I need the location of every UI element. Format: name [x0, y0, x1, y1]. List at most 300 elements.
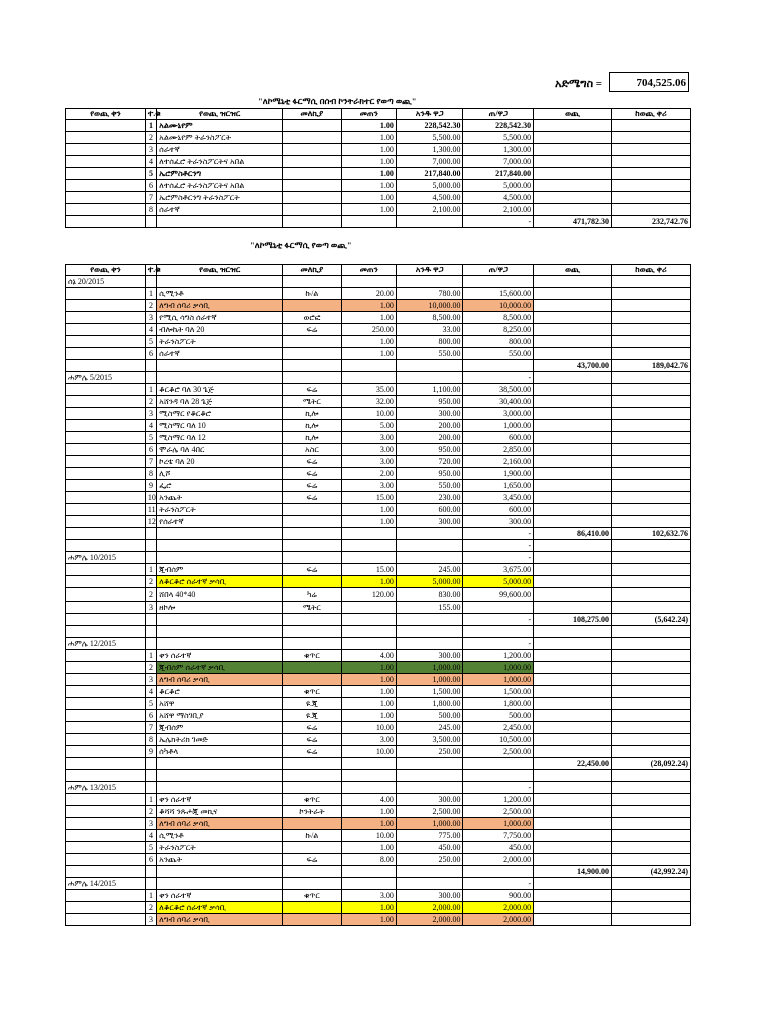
unit-cell[interactable] — [283, 300, 341, 312]
expense-cell[interactable] — [534, 878, 612, 890]
balance-cell[interactable] — [612, 662, 691, 674]
expense-cell[interactable] — [534, 552, 612, 564]
price-cell[interactable]: 1,100.00 — [396, 384, 463, 396]
total-cell[interactable]: 5,500.00 — [463, 132, 534, 144]
date-cell[interactable] — [66, 650, 146, 662]
date-cell[interactable] — [66, 420, 146, 432]
expense-cell[interactable] — [534, 348, 612, 360]
balance-cell[interactable] — [612, 372, 691, 384]
expense-cell[interactable] — [534, 806, 612, 818]
unit-cell[interactable] — [283, 866, 341, 878]
balance-cell[interactable] — [612, 348, 691, 360]
balance-cell[interactable] — [612, 504, 691, 516]
item-cell[interactable]: ኤሌክትሪክ ገመድ — [157, 734, 283, 746]
row-number-cell[interactable]: 4 — [145, 324, 156, 336]
total-cell[interactable]: 450.00 — [463, 842, 534, 854]
item-cell[interactable]: የሰራተኛ — [157, 516, 283, 528]
price-cell[interactable]: 1,000.00 — [396, 674, 463, 686]
total-cell[interactable]: 2,500.00 — [463, 806, 534, 818]
row-number-cell[interactable]: 3 — [145, 408, 156, 420]
price-cell[interactable]: 5,000.00 — [396, 576, 463, 588]
item-cell[interactable] — [157, 878, 283, 890]
unit-cell[interactable] — [283, 842, 341, 854]
unit-cell[interactable]: ቁጥር — [283, 890, 341, 902]
unit-header[interactable]: መለኪያ — [283, 109, 341, 120]
unit-cell[interactable]: ኪሎ — [283, 432, 341, 444]
price-cell[interactable]: 8,500.00 — [396, 312, 463, 324]
expense-cell[interactable] — [534, 698, 612, 710]
row-number-cell[interactable] — [145, 276, 156, 288]
price-cell[interactable]: 230.00 — [396, 492, 463, 504]
expense-cell[interactable] — [534, 372, 612, 384]
row-number-cell[interactable]: 2 — [145, 300, 156, 312]
total-cell[interactable]: 30,400.00 — [463, 396, 534, 408]
date-cell[interactable] — [66, 674, 146, 686]
date-cell[interactable] — [66, 444, 146, 456]
item-cell[interactable] — [157, 276, 283, 288]
expense-cell[interactable] — [534, 638, 612, 650]
item-cell[interactable]: ሸበላ 40*40 — [157, 588, 283, 602]
date-cell[interactable] — [66, 468, 146, 480]
qty-cell[interactable]: 3.00 — [341, 734, 396, 746]
expense-cell[interactable] — [534, 540, 612, 552]
unit-cell[interactable]: ኩ/ል — [283, 288, 341, 300]
item-cell[interactable] — [157, 540, 283, 552]
price-cell[interactable]: 245.00 — [396, 564, 463, 576]
date-cell[interactable] — [66, 794, 146, 806]
item-cell[interactable]: ሲሚንቶ — [157, 288, 283, 300]
unit-cell[interactable]: ቁጥር — [283, 686, 341, 698]
total-cell[interactable]: 600.00 — [463, 432, 534, 444]
balance-cell[interactable]: 102,632.76 — [612, 528, 691, 540]
balance-cell[interactable] — [612, 480, 691, 492]
balance-cell[interactable]: 189,042.76 — [612, 360, 691, 372]
price-cell[interactable]: 245.00 — [396, 722, 463, 734]
unit-cell[interactable] — [283, 914, 341, 926]
balance-cell[interactable] — [612, 914, 691, 926]
qty-cell[interactable] — [341, 552, 396, 564]
price-cell[interactable] — [396, 540, 463, 552]
date-cell[interactable] — [66, 288, 146, 300]
date-cell[interactable] — [66, 842, 146, 854]
qty-cell[interactable]: 1.00 — [341, 674, 396, 686]
unit-cell[interactable]: ኪሎ — [283, 420, 341, 432]
price-cell[interactable] — [396, 372, 463, 384]
qty-cell[interactable] — [341, 878, 396, 890]
unit-cell[interactable] — [283, 180, 341, 192]
unit-cell[interactable] — [283, 192, 341, 204]
qty-cell[interactable]: 15.00 — [341, 564, 396, 576]
date-cell[interactable] — [66, 830, 146, 842]
expense-cell[interactable] — [534, 650, 612, 662]
item-cell[interactable]: ኤሮምስቶርንግ ትራንስፖርት — [157, 192, 283, 204]
price-header[interactable]: አንዱ ዋጋ — [396, 265, 463, 276]
item-cell[interactable]: አንጨት — [157, 854, 283, 866]
expense-cell[interactable] — [534, 276, 612, 288]
item-cell[interactable] — [157, 758, 283, 770]
item-cell[interactable]: አሸንዳ ባለ 28 ጌጅ — [157, 396, 283, 408]
balance-cell[interactable] — [612, 674, 691, 686]
row-number-cell[interactable]: 1 — [145, 120, 156, 132]
row-number-cell[interactable]: 6 — [145, 444, 156, 456]
qty-cell[interactable]: 3.00 — [341, 456, 396, 468]
total-header[interactable]: ጠ/ዋጋ — [463, 109, 534, 120]
item-cell[interactable]: አልሙኒየም ትራንስፖርት — [157, 132, 283, 144]
balance-cell[interactable] — [612, 698, 691, 710]
total-cell[interactable]: 2,160.00 — [463, 456, 534, 468]
unit-cell[interactable]: ኪሎ — [283, 408, 341, 420]
date-cell[interactable]: ሐምሌ 10/2015 — [66, 552, 146, 564]
date-cell[interactable] — [66, 866, 146, 878]
expense-cell[interactable] — [534, 396, 612, 408]
balance-cell[interactable] — [612, 516, 691, 528]
row-number-cell[interactable]: 4 — [145, 686, 156, 698]
date-cell[interactable] — [66, 360, 146, 372]
date-cell[interactable]: ሐምሌ 14/2015 — [66, 878, 146, 890]
price-cell[interactable]: 950.00 — [396, 396, 463, 408]
balance-cell[interactable] — [612, 288, 691, 300]
expense-cell[interactable] — [534, 564, 612, 576]
expense-cell[interactable] — [534, 168, 612, 180]
expense-cell[interactable] — [534, 144, 612, 156]
qty-cell[interactable]: 5.00 — [341, 420, 396, 432]
qty-cell[interactable] — [341, 360, 396, 372]
price-cell[interactable]: 1,800.00 — [396, 698, 463, 710]
item-cell[interactable]: ሰራተኛ — [157, 204, 283, 216]
price-cell[interactable]: 1,500.00 — [396, 686, 463, 698]
unit-cell[interactable]: ፍሬ — [283, 854, 341, 866]
price-cell[interactable] — [396, 770, 463, 782]
balance-cell[interactable] — [612, 312, 691, 324]
item-cell[interactable]: ሰካቶላ — [157, 746, 283, 758]
price-cell[interactable]: 950.00 — [396, 444, 463, 456]
row-number-cell[interactable]: 2 — [145, 576, 156, 588]
balance-header[interactable]: ከወጪ ቀሪ — [612, 109, 691, 120]
qty-cell[interactable]: 10.00 — [341, 746, 396, 758]
unit-cell[interactable] — [283, 144, 341, 156]
balance-cell[interactable] — [612, 770, 691, 782]
total-cell[interactable]: 8,500.00 — [463, 312, 534, 324]
unit-cell[interactable]: ኩ/ል — [283, 830, 341, 842]
expense-cell[interactable] — [534, 854, 612, 866]
item-cell[interactable]: ሰራተኛ — [157, 144, 283, 156]
expense-cell[interactable] — [534, 602, 612, 614]
expense-cell[interactable] — [534, 456, 612, 468]
balance-cell[interactable] — [612, 492, 691, 504]
balance-cell[interactable] — [612, 626, 691, 638]
item-header[interactable]: የወጪ ዝርዝር — [157, 109, 283, 120]
item-cell[interactable]: ትራንስፖርት — [157, 842, 283, 854]
unit-cell[interactable]: ፍሬ — [283, 456, 341, 468]
unit-cell[interactable] — [283, 132, 341, 144]
date-cell[interactable] — [66, 710, 146, 722]
expense-cell[interactable] — [534, 312, 612, 324]
expense-cell[interactable] — [534, 818, 612, 830]
total-cell[interactable]: - — [463, 372, 534, 384]
price-cell[interactable] — [396, 878, 463, 890]
date-cell[interactable] — [66, 686, 146, 698]
row-number-cell[interactable] — [145, 614, 156, 626]
row-number-cell[interactable]: 9 — [145, 480, 156, 492]
qty-cell[interactable]: 1.00 — [341, 336, 396, 348]
row-number-cell[interactable]: 3 — [145, 312, 156, 324]
date-cell[interactable] — [66, 156, 146, 168]
item-cell[interactable]: ለግብ ሰባሪ ቃሳቢ — [157, 674, 283, 686]
qty-cell[interactable]: 1.00 — [341, 698, 396, 710]
expense-cell[interactable] — [534, 204, 612, 216]
balance-cell[interactable] — [612, 324, 691, 336]
date-cell[interactable] — [66, 408, 146, 420]
qty-cell[interactable]: 3.00 — [341, 444, 396, 456]
price-cell[interactable]: 830.00 — [396, 588, 463, 602]
total-cell[interactable]: 2,000.00 — [463, 902, 534, 914]
row-number-cell[interactable] — [145, 540, 156, 552]
item-cell[interactable]: ቀን ሰራተኛ — [157, 650, 283, 662]
date-header[interactable]: የወጪ ቀን — [66, 109, 146, 120]
row-number-cell[interactable]: 6 — [145, 854, 156, 866]
price-cell[interactable]: 5,000.00 — [396, 180, 463, 192]
row-number-cell[interactable]: 7 — [145, 722, 156, 734]
unit-cell[interactable]: ፍሬ — [283, 722, 341, 734]
row-number-cell[interactable]: 1 — [145, 288, 156, 300]
unit-cell[interactable] — [283, 552, 341, 564]
row-number-cell[interactable]: 2 — [145, 132, 156, 144]
date-cell[interactable] — [66, 540, 146, 552]
unit-cell[interactable] — [283, 528, 341, 540]
date-cell[interactable]: ሐምሌ 13/2015 — [66, 782, 146, 794]
qty-cell[interactable]: 1.00 — [341, 902, 396, 914]
total-cell[interactable]: 3,450.00 — [463, 492, 534, 504]
unit-cell[interactable] — [283, 782, 341, 794]
expense-cell[interactable] — [534, 180, 612, 192]
total-cell[interactable]: - — [463, 528, 534, 540]
qty-cell[interactable]: 1.00 — [341, 576, 396, 588]
expense-cell[interactable] — [534, 588, 612, 602]
row-number-cell[interactable]: 6 — [145, 180, 156, 192]
balance-cell[interactable]: 232,742.76 — [612, 216, 691, 228]
date-cell[interactable] — [66, 564, 146, 576]
balance-cell[interactable] — [612, 180, 691, 192]
unit-cell[interactable] — [283, 878, 341, 890]
balance-cell[interactable] — [612, 456, 691, 468]
unit-cell[interactable] — [283, 372, 341, 384]
qty-cell[interactable]: 20.00 — [341, 288, 396, 300]
qty-cell[interactable]: 1.00 — [341, 132, 396, 144]
price-cell[interactable]: 300.00 — [396, 890, 463, 902]
expense-cell[interactable] — [534, 722, 612, 734]
total-cell[interactable]: - — [463, 540, 534, 552]
price-cell[interactable]: 33.00 — [396, 324, 463, 336]
unit-cell[interactable] — [283, 156, 341, 168]
balance-cell[interactable] — [612, 120, 691, 132]
total-cell[interactable]: 228,542.30 — [463, 120, 534, 132]
price-cell[interactable]: 950.00 — [396, 468, 463, 480]
total-cell[interactable]: 2,000.00 — [463, 854, 534, 866]
balance-cell[interactable] — [612, 686, 691, 698]
item-cell[interactable] — [157, 614, 283, 626]
qty-header[interactable]: መጠን — [341, 265, 396, 276]
row-number-cell[interactable]: 3 — [145, 818, 156, 830]
expense-cell[interactable] — [534, 516, 612, 528]
date-cell[interactable] — [66, 504, 146, 516]
total-cell[interactable]: 900.00 — [463, 890, 534, 902]
item-cell[interactable]: ሚስማር ባለ 12 — [157, 432, 283, 444]
balance-cell[interactable] — [612, 794, 691, 806]
date-cell[interactable] — [66, 180, 146, 192]
expense-cell[interactable] — [534, 288, 612, 300]
total-cell[interactable]: 600.00 — [463, 504, 534, 516]
row-number-cell[interactable]: 2 — [145, 588, 156, 602]
unit-cell[interactable] — [283, 336, 341, 348]
total-cell[interactable]: 2,000.00 — [463, 914, 534, 926]
expense-cell[interactable] — [534, 770, 612, 782]
item-cell[interactable]: ሲሚንቶ — [157, 830, 283, 842]
expense-cell[interactable]: 43,700.00 — [534, 360, 612, 372]
expense-cell[interactable] — [534, 674, 612, 686]
item-cell[interactable] — [157, 626, 283, 638]
unit-cell[interactable] — [283, 674, 341, 686]
item-header[interactable]: የወጪ ዝርዝር — [157, 265, 283, 276]
qty-cell[interactable] — [341, 216, 396, 228]
price-cell[interactable] — [396, 360, 463, 372]
total-cell[interactable]: 38,500.00 — [463, 384, 534, 396]
item-cell[interactable]: አሸዋ — [157, 698, 283, 710]
date-cell[interactable] — [66, 588, 146, 602]
expense-header[interactable]: ወጪ — [534, 265, 612, 276]
row-number-cell[interactable]: 8 — [145, 734, 156, 746]
item-cell[interactable]: ጂብሰም — [157, 564, 283, 576]
item-cell[interactable]: ቆርቆሮ — [157, 686, 283, 698]
price-cell[interactable]: 155.00 — [396, 602, 463, 614]
total-cell[interactable] — [463, 758, 534, 770]
row-number-cell[interactable]: 7 — [145, 456, 156, 468]
expense-cell[interactable] — [534, 384, 612, 396]
balance-cell[interactable]: (42,992.24) — [612, 866, 691, 878]
balance-cell[interactable] — [612, 540, 691, 552]
qty-cell[interactable]: 35.00 — [341, 384, 396, 396]
total-cell[interactable] — [463, 602, 534, 614]
date-cell[interactable] — [66, 626, 146, 638]
total-cell[interactable]: 1,900.00 — [463, 468, 534, 480]
unit-cell[interactable]: ፍሬ — [283, 384, 341, 396]
item-cell[interactable]: ትራንስፖርት — [157, 336, 283, 348]
row-number-cell[interactable] — [145, 878, 156, 890]
date-cell[interactable] — [66, 914, 146, 926]
unit-cell[interactable]: ፍሬ — [283, 480, 341, 492]
qty-cell[interactable]: 1.00 — [341, 168, 396, 180]
unit-cell[interactable]: ፍሬ — [283, 734, 341, 746]
item-cell[interactable] — [157, 216, 283, 228]
total-cell[interactable]: 2,100.00 — [463, 204, 534, 216]
balance-cell[interactable] — [612, 132, 691, 144]
expense-cell[interactable] — [534, 432, 612, 444]
balance-cell[interactable] — [612, 806, 691, 818]
price-header[interactable]: አንዱ ዋጋ — [396, 109, 463, 120]
item-cell[interactable]: ቀን ሰራተኛ — [157, 890, 283, 902]
unit-cell[interactable] — [283, 204, 341, 216]
row-number-cell[interactable]: 2 — [145, 396, 156, 408]
price-cell[interactable]: 550.00 — [396, 480, 463, 492]
item-cell[interactable]: ኮረቴ ባለ 20 — [157, 456, 283, 468]
date-cell[interactable]: ሐምሌ 12/2015 — [66, 638, 146, 650]
unit-cell[interactable] — [283, 276, 341, 288]
row-number-cell[interactable]: 5 — [145, 842, 156, 854]
qty-cell[interactable]: 1.00 — [341, 806, 396, 818]
qty-cell[interactable] — [341, 782, 396, 794]
price-cell[interactable] — [396, 638, 463, 650]
balance-cell[interactable] — [612, 192, 691, 204]
total-cell[interactable]: 7,000.00 — [463, 156, 534, 168]
item-cell[interactable]: ሰራተኛ — [157, 348, 283, 360]
qty-cell[interactable]: 1.00 — [341, 914, 396, 926]
expense-cell[interactable]: 108,275.00 — [534, 614, 612, 626]
total-cell[interactable]: 1,650.00 — [463, 480, 534, 492]
balance-cell[interactable] — [612, 276, 691, 288]
price-cell[interactable] — [396, 866, 463, 878]
balance-cell[interactable]: (5,642.24) — [612, 614, 691, 626]
row-number-cell[interactable]: 9 — [145, 746, 156, 758]
unit-cell[interactable]: ካሬ — [283, 588, 341, 602]
balance-cell[interactable] — [612, 408, 691, 420]
unit-cell[interactable]: ቁጥር — [283, 794, 341, 806]
balance-cell[interactable] — [612, 734, 691, 746]
qty-cell[interactable]: 120.00 — [341, 588, 396, 602]
qty-cell[interactable]: 1.00 — [341, 180, 396, 192]
row-number-cell[interactable] — [145, 216, 156, 228]
total-cell[interactable]: 550.00 — [463, 348, 534, 360]
row-number-cell[interactable]: 1 — [145, 564, 156, 576]
unit-cell[interactable] — [283, 360, 341, 372]
qty-cell[interactable]: 1.00 — [341, 818, 396, 830]
expense-cell[interactable]: 471,782.30 — [534, 216, 612, 228]
price-cell[interactable]: 1,000.00 — [396, 662, 463, 674]
total-cell[interactable]: 4,500.00 — [463, 192, 534, 204]
row-number-cell[interactable] — [145, 782, 156, 794]
qty-cell[interactable]: 4.00 — [341, 794, 396, 806]
qty-cell[interactable]: 32.00 — [341, 396, 396, 408]
row-number-cell[interactable]: 1 — [145, 650, 156, 662]
balance-cell[interactable] — [612, 710, 691, 722]
expense-cell[interactable] — [534, 914, 612, 926]
qty-cell[interactable]: 3.00 — [341, 480, 396, 492]
date-cell[interactable] — [66, 384, 146, 396]
date-cell[interactable] — [66, 770, 146, 782]
total-header[interactable]: ጠ/ዋጋ — [463, 265, 534, 276]
unit-cell[interactable] — [283, 540, 341, 552]
balance-cell[interactable] — [612, 156, 691, 168]
total-cell[interactable]: - — [463, 216, 534, 228]
balance-cell[interactable] — [612, 384, 691, 396]
date-cell[interactable] — [66, 168, 146, 180]
row-number-cell[interactable]: 3 — [145, 914, 156, 926]
item-cell[interactable]: ቆሻሻ ንጹሖጂ መኪና — [157, 806, 283, 818]
item-cell[interactable]: ፌሮ — [157, 480, 283, 492]
balance-cell[interactable] — [612, 842, 691, 854]
total-cell[interactable]: 1,300.00 — [463, 144, 534, 156]
date-cell[interactable] — [66, 144, 146, 156]
item-cell[interactable]: ቆርቆሮ ባለ 30 ጌጅ — [157, 384, 283, 396]
item-cell[interactable] — [157, 638, 283, 650]
date-cell[interactable] — [66, 662, 146, 674]
qty-cell[interactable]: 10.00 — [341, 722, 396, 734]
expense-cell[interactable] — [534, 192, 612, 204]
total-cell[interactable]: 3,000.00 — [463, 408, 534, 420]
item-cell[interactable]: ጂብሰም — [157, 722, 283, 734]
expense-cell[interactable] — [534, 120, 612, 132]
item-cell[interactable]: ለግብ ሰባሪ ቃሳቢ — [157, 818, 283, 830]
price-cell[interactable]: 10,000.00 — [396, 300, 463, 312]
price-cell[interactable]: 800.00 — [396, 336, 463, 348]
